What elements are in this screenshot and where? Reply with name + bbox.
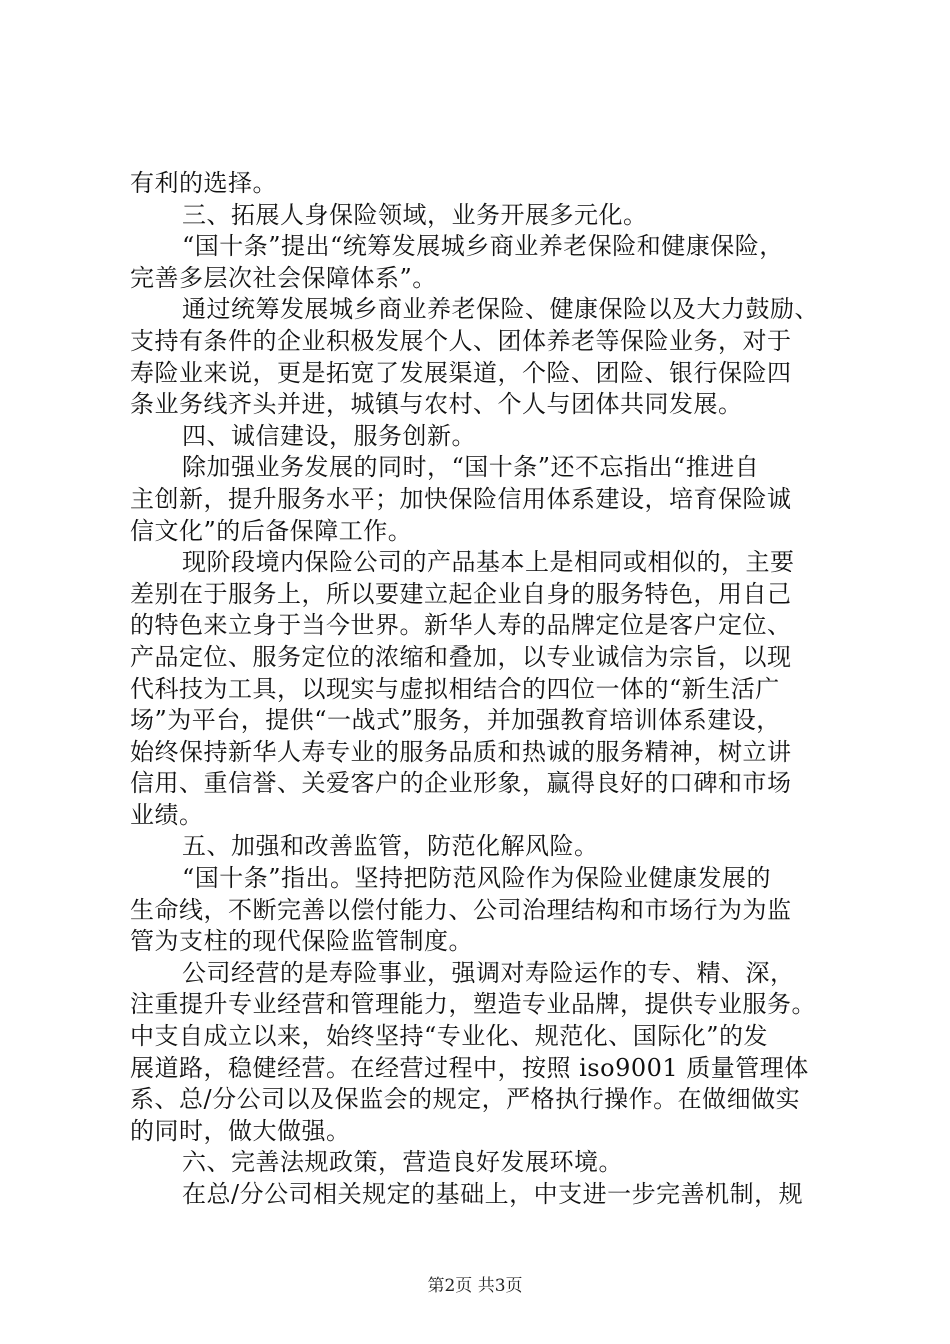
text-line: 产品定位、服务定位的浓缩和叠加，以专业诚信为宗旨，以现 [130,642,792,671]
text-line: 完善多层次社会保障体系”。 [130,263,437,292]
text-line: 差别在于服务上，所以要建立起企业自身的服务特色，用自己 [130,579,792,608]
text-line: 四、诚信建设，服务创新。 [182,421,476,450]
text-line: 三、拓展人身保险领域，业务开展多元化。 [182,200,648,229]
text-line: 主创新，提升服务水平；加快保险信用体系建设，培育保险诚 [130,484,792,513]
text-line: 五、加强和改善监管，防范化解风险。 [182,832,599,861]
text-line: 生命线，不断完善以偿付能力、公司治理结构和市场行为为监 [130,895,792,924]
text-line: 系、总/分公司以及保监会的规定，严格执行操作。在做细做实 [130,1085,801,1114]
text-line: “国十条”指出。坚持把防范风险作为保险业健康发展的 [182,864,772,893]
text-line: 中支自成立以来，始终坚持“专业化、规范化、国际化”的发 [130,1022,769,1051]
text-line: 信文化”的后备保障工作。 [130,516,413,545]
text-line: 有利的选择。 [130,169,277,197]
text-line: 公司经营的是寿险事业，强调对寿险运作的专、精、深， [182,958,795,987]
text-line: 现阶段境内保险公司的产品基本上是相同或相似的，主要 [182,548,795,577]
text-line: 在总/分公司相关规定的基础上，中支进一步完善机制，规 [182,1180,804,1208]
text-line: 代科技为工具，以现实与虚拟相结合的四位一体的“新生活广 [130,674,780,703]
text-line: 除加强业务发展的同时，“国十条”还不忘指出“推进自 [182,453,760,482]
text-line: 注重提升专业经营和管理能力，塑造专业品牌，提供专业服务。 [130,990,816,1019]
text-line: 业绩。 [130,800,204,829]
text-line: 的特色来立身于当今世界。新华人寿的品牌定位是客户定位、 [130,611,792,640]
text-line: 信用、重信誉、关爱客户的企业形象，赢得良好的口碑和市场 [130,769,792,798]
text-line: 通过统筹发展城乡商业养老保险、健康保险以及大力鼓励、 [182,295,819,324]
text-line: 支持有条件的企业积极发展个人、团体养老等保险业务，对于 [130,326,792,355]
text-line: 寿险业来说，更是拓宽了发展渠道，个险、团险、银行保险四 [130,358,792,387]
text-line: “国十条”提出“统筹发展城乡商业养老保险和健康保险， [182,232,784,261]
document-body [130,168,830,1211]
text-line: 条业务线齐头并进，城镇与农村、个人与团体共同发展。 [130,390,743,419]
text-line: 六、完善法规政策，营造良好发展环境。 [182,1148,623,1177]
text-line: 展道路，稳健经营。在经营过程中，按照 iso9001 质量管理体 [130,1053,809,1082]
page-footer: 第2页 共3页 [427,1276,523,1296]
text-line: 始终保持新华人寿专业的服务品质和热诚的服务精神，树立讲 [130,737,792,766]
text-line: 场”为平台，提供“一战式”服务，并加强教育培训体系建设， [130,706,781,735]
text-line: 管为支柱的现代保险监管制度。 [130,927,473,956]
text-line: 的同时，做大做强。 [130,1116,351,1145]
